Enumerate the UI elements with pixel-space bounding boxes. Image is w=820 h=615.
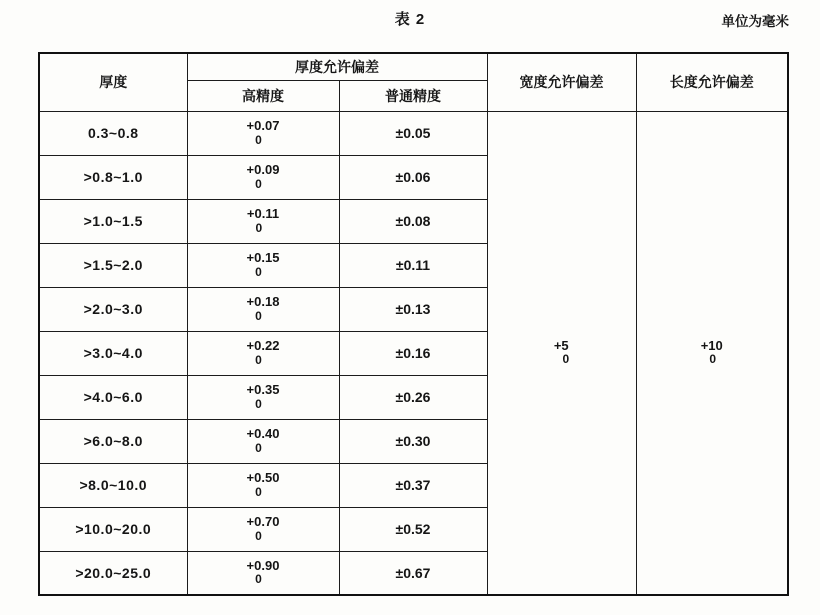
normal-precision-cell: ±0.11 [339,243,487,287]
normal-precision-cell: ±0.06 [339,155,487,199]
high-precision-cell: +0.35 0 [187,375,339,419]
length-tolerance-cell [636,111,788,595]
header-high-precision: 高精度 [187,80,339,111]
tolerance-stack: +0.07 0 [246,118,280,147]
table-row [39,111,788,155]
thickness-range-cell: >0.8~1.0 [39,155,187,199]
normal-precision-cell: ±0.13 [339,287,487,331]
high-precision-cell: +0.50 0 [187,463,339,507]
normal-precision-cell: ±0.37 [339,463,487,507]
normal-precision-cell: ±0.67 [339,551,487,595]
normal-precision-cell: ±0.30 [339,419,487,463]
tolerance-table [38,52,789,596]
high-precision-cell: +0.90 0 [187,551,339,595]
high-precision-cell [187,111,339,155]
thickness-range-cell: >20.0~25.0 [39,551,187,595]
header-normal-precision: 普通精度 [339,80,487,111]
thickness-range-cell: >3.0~4.0 [39,331,187,375]
thickness-range-cell: >1.5~2.0 [39,243,187,287]
unit-note: 单位为毫米 [721,14,789,29]
header-thickness-tolerance: 厚度允许偏差 [187,53,487,80]
header-row-1 [39,53,788,80]
normal-precision-cell: ±0.26 [339,375,487,419]
tolerance-stack: +5 0 [553,338,570,367]
normal-precision-cell: ±0.05 [339,111,487,155]
high-precision-cell: +0.70 0 [187,507,339,551]
header-length-tolerance: 长度允许偏差 [636,53,788,111]
thickness-range-cell: >6.0~8.0 [39,419,187,463]
high-precision-cell: +0.22 0 [187,331,339,375]
thickness-range-cell: >10.0~20.0 [39,507,187,551]
thickness-range-cell: >8.0~10.0 [39,463,187,507]
thickness-range-cell: >1.0~1.5 [39,199,187,243]
high-precision-cell: +0.11 0 [187,199,339,243]
high-precision-cell: +0.15 0 [187,243,339,287]
high-precision-cell: +0.40 0 [187,419,339,463]
tolerance-stack: +10 0 [700,338,723,367]
normal-precision-cell: ±0.16 [339,331,487,375]
normal-precision-cell: ±0.08 [339,199,487,243]
header-width-tolerance: 宽度允许偏差 [487,53,636,111]
normal-precision-cell: ±0.52 [339,507,487,551]
thickness-range-cell: 0.3~0.8 [39,111,187,155]
high-precision-cell: +0.18 0 [187,287,339,331]
thickness-range-cell: >2.0~3.0 [39,287,187,331]
width-tolerance-cell [487,111,636,595]
table-caption: 表 2 [394,11,426,28]
thickness-range-cell: >4.0~6.0 [39,375,187,419]
high-precision-cell: +0.09 0 [187,155,339,199]
header-thickness: 厚度 [39,53,187,111]
